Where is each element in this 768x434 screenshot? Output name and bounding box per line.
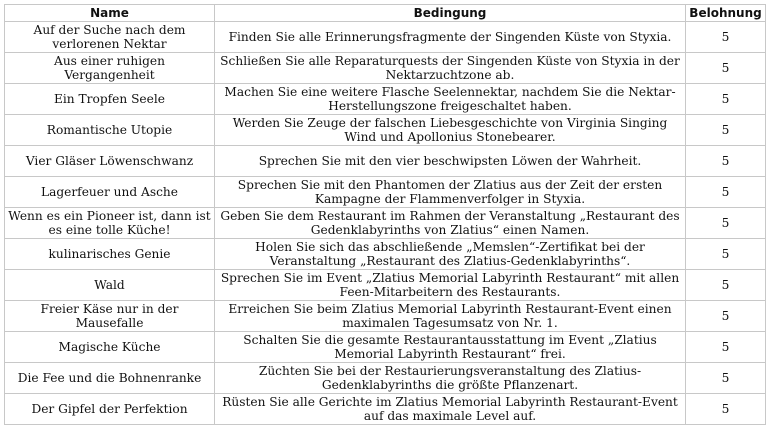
cell-reward: 5 — [686, 115, 766, 146]
table-row — [5, 22, 766, 53]
cell-condition: Werden Sie Zeuge der falschen Liebesgeschichte von Virginia Singing Wind und Apollonius Stonebearer. — [215, 115, 686, 146]
cell-name: Auf der Suche nach dem verlorenen Nektar — [5, 22, 215, 53]
cell-reward: 5 — [686, 301, 766, 332]
table-row — [5, 146, 766, 177]
cell-condition: Holen Sie sich das abschließende „Memslen“-Zertifikat bei der Veranstaltung „Restaurant des Zlatius-Gedenklabyrinths“. — [215, 239, 686, 270]
cell-reward: 5 — [686, 146, 766, 177]
cell-name: Der Gipfel der Perfektion — [5, 394, 215, 425]
cell-name: Die Fee und die Bohnenranke — [5, 363, 215, 394]
cell-reward: 5 — [686, 22, 766, 53]
table-row — [5, 301, 766, 332]
cell-condition: Sprechen Sie mit den vier beschwipsten Löwen der Wahrheit. — [215, 146, 686, 177]
cell-reward: 5 — [686, 332, 766, 363]
table-body — [5, 22, 766, 425]
table-row — [5, 239, 766, 270]
table-row — [5, 270, 766, 301]
header-row — [5, 5, 766, 22]
cell-condition: Sprechen Sie mit den Phantomen der Zlatius aus der Zeit der ersten Kampagne der Flammenverfolger in Styxia. — [215, 177, 686, 208]
cell-reward: 5 — [686, 363, 766, 394]
cell-name: Romantische Utopie — [5, 115, 215, 146]
cell-name: Wenn es ein Pioneer ist, dann ist es eine tolle Küche! — [5, 208, 215, 239]
cell-reward: 5 — [686, 208, 766, 239]
cell-condition: Rüsten Sie alle Gerichte im Zlatius Memorial Labyrinth Restaurant-Event auf das maximale Level auf. — [215, 394, 686, 425]
table-row — [5, 208, 766, 239]
header-name: Name — [5, 5, 215, 22]
cell-name: Wald — [5, 270, 215, 301]
cell-name: Magische Küche — [5, 332, 215, 363]
cell-reward: 5 — [686, 270, 766, 301]
cell-name: Ein Tropfen Seele — [5, 84, 215, 115]
table-row — [5, 115, 766, 146]
header-condition: Bedingung — [215, 5, 686, 22]
cell-reward: 5 — [686, 394, 766, 425]
table-row — [5, 53, 766, 84]
cell-condition: Schließen Sie alle Reparaturquests der Singenden Küste von Styxia in der Nektarzuchtzone ab. — [215, 53, 686, 84]
achievements-table-container — [4, 4, 765, 425]
cell-condition: Finden Sie alle Erinnerungsfragmente der Singenden Küste von Styxia. — [215, 22, 686, 53]
table-row — [5, 177, 766, 208]
header-reward: Belohnung — [686, 5, 766, 22]
cell-condition: Geben Sie dem Restaurant im Rahmen der Veranstaltung „Restaurant des Gedenklabyrinths von Zlatius“ einen Namen. — [215, 208, 686, 239]
cell-name: Aus einer ruhigen Vergangenheit — [5, 53, 215, 84]
cell-condition: Schalten Sie die gesamte Restaurantausstattung im Event „Zlatius Memorial Labyrinth Restaurant“ frei. — [215, 332, 686, 363]
table-header — [5, 5, 766, 22]
cell-reward: 5 — [686, 84, 766, 115]
cell-reward: 5 — [686, 53, 766, 84]
cell-condition: Erreichen Sie beim Zlatius Memorial Labyrinth Restaurant-Event einen maximalen Tagesumsatz von Nr. 1. — [215, 301, 686, 332]
table-row — [5, 332, 766, 363]
achievements-table — [4, 4, 766, 425]
cell-name: Freier Käse nur in der Mausefalle — [5, 301, 215, 332]
cell-reward: 5 — [686, 239, 766, 270]
table-row — [5, 394, 766, 425]
cell-condition: Machen Sie eine weitere Flasche Seelennektar, nachdem Sie die Nektar-Herstellungszone freigeschaltet haben. — [215, 84, 686, 115]
cell-name: Vier Gläser Löwenschwanz — [5, 146, 215, 177]
cell-name: Lagerfeuer und Asche — [5, 177, 215, 208]
table-row — [5, 363, 766, 394]
cell-reward: 5 — [686, 177, 766, 208]
cell-condition: Sprechen Sie im Event „Zlatius Memorial Labyrinth Restaurant“ mit allen Feen-Mitarbeitern des Restaurants. — [215, 270, 686, 301]
cell-condition: Züchten Sie bei der Restaurierungsveranstaltung des Zlatius-Gedenklabyrinths die größte Pflanzenart. — [215, 363, 686, 394]
cell-name: kulinarisches Genie — [5, 239, 215, 270]
table-row — [5, 84, 766, 115]
